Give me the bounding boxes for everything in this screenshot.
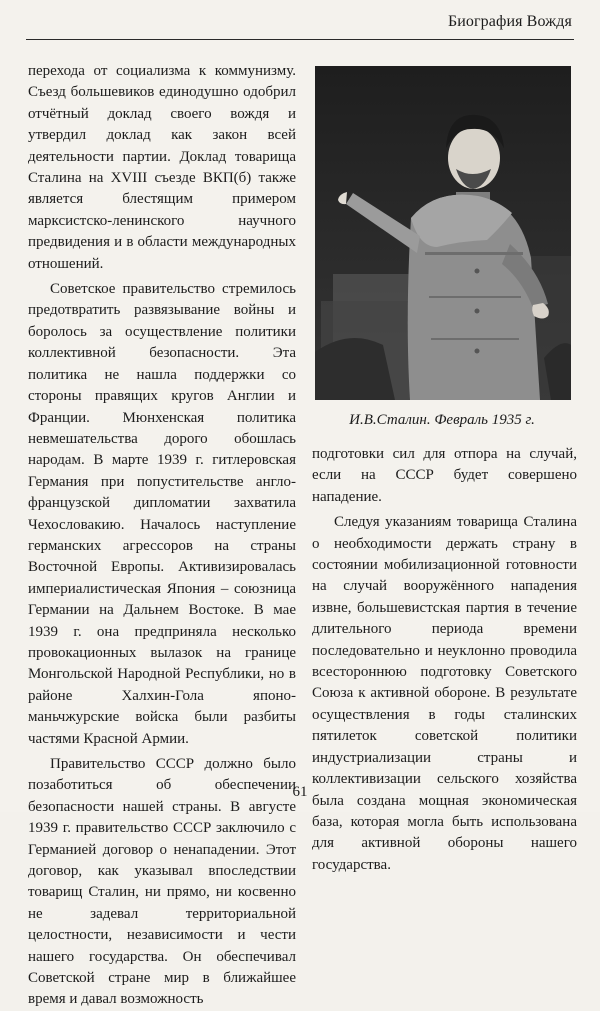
header-rule [26, 39, 574, 40]
left-text-column [28, 58, 296, 1008]
running-header: Биография Вождя [447, 13, 572, 30]
photo-placeholder-image [315, 66, 571, 400]
paragraph: Правительство СССР должно было позаботиться об обеспечении безопасности нашей страны. В августе 1939 г. правительство СССР заключило с Германией договор о ненападении. Этот договор, как указывал впоследствии товарищ Сталин, ни прямо, ни косвенно не задевал территориальной целостности, независимости и чести нашего государства. Он обеспечивал Советской стране мир в ближайшее время и давал возможность [28, 756, 296, 1008]
paragraph: подготовки сил для отпора на случай, если на СССР будет совершено нападение. [312, 446, 577, 505]
right-text-column [312, 441, 577, 873]
historical-photo [315, 66, 571, 400]
page-number: 61 [292, 784, 308, 800]
paragraph: Следуя указаниям товарища Сталина о необходимости держать страну в состоянии мобилизационной готовности на случай вооружённого нападения извне, большевистская партия в течение длительного периода времени последовательно и неуклонно проводила всестороннюю подготовку Советского Союза к активной обороне. В результате осуществления в годы сталинских пятилеток советской политики индустриализации страны и коллективизации сельского хозяйства была создана мощная экономическая база, которая могла быть использована для активной обороны нашего государства. [312, 514, 577, 873]
paragraph: перехода от социализма к коммунизму. Съезд большевиков единодушно одобрил отчётный доклад своего вождя и утвердил доклад как закон всей деятельности партии. Доклад товарища Сталина на XVIII съезде ВКП(б) также является блестящим примером марксистско-ленинского научного предвидения и в области международных отношений. [28, 63, 296, 272]
photo-caption: И.В.Сталин. Февраль 1935 г. [349, 412, 535, 428]
paragraph: Советское правительство стремилось предотвратить развязывание войны и боролось за осуществление политики коллективной безопасности. Эта политика не нашла поддержки со стороны правящих кругов Англии и Франции. Мюнхенская политика невмешательства дорого обошлась народам. В марте 1939 г. гитлеровская Германия при попустительстве англо-французской дипломатии захватила Чехословакию. Началось наступление германских агрессоров на страны Восточной Европы. Активизировалась империалистическая Япония – союзница Германии на Дальнем Востоке. В мае 1939 г. она предприняла несколько провокационных вылазок на границе Монгольской Народной Республики, но в районе Халхин-Гола японо-маньчжурские войска были разбиты частями Красной Армии. [28, 281, 296, 747]
